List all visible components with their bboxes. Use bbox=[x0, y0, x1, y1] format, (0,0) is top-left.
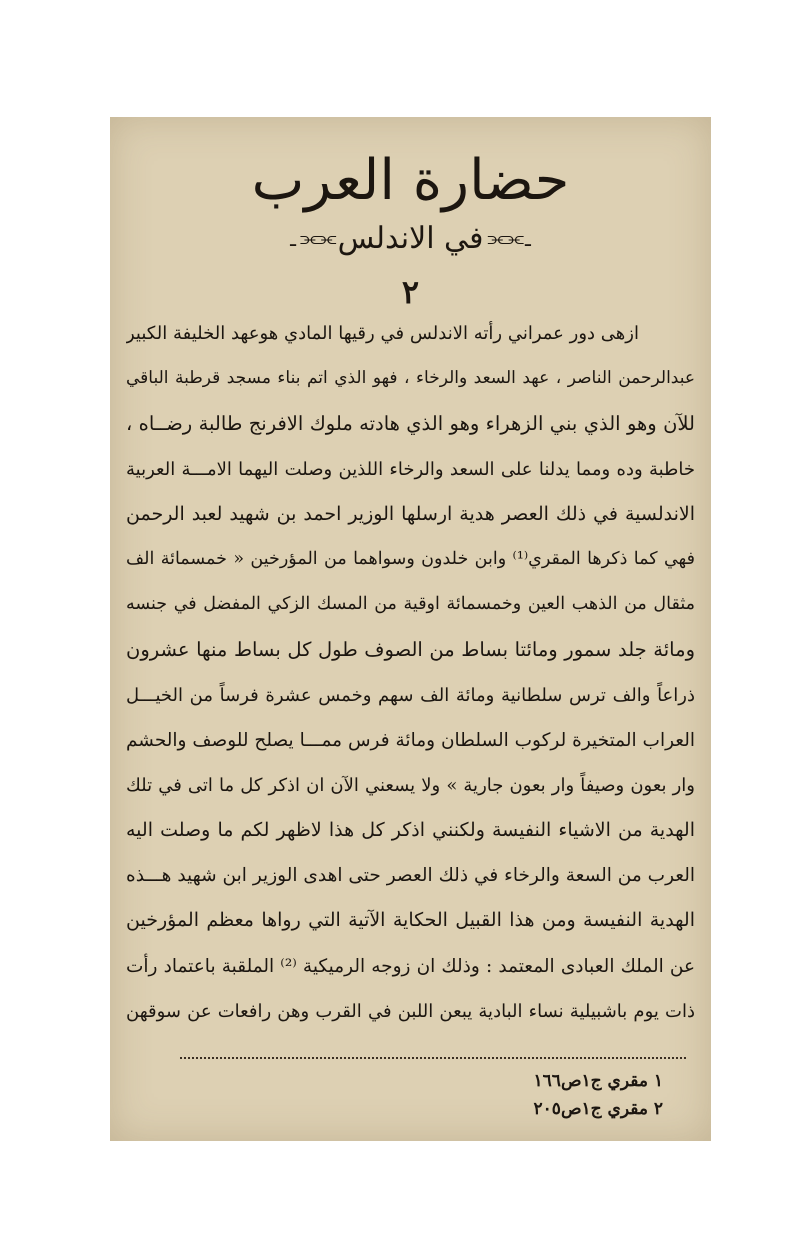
text-line: للآن وهو الذي بني الزهراء وهو الذي هادته ملوك الافرنج طالبة رضــاه ، bbox=[126, 412, 695, 436]
text-line: الهدية النفيسة ومن هذا القبيل الحكاية الآتية التي رواها معظم المؤرخين bbox=[126, 909, 695, 932]
subtitle-dash-left: ـ bbox=[290, 226, 296, 251]
text-line: وار بعون وصيفاً وار بعون جارية » ولا يسعني الآن ان اذكر كل ما اتى في تلك bbox=[126, 774, 695, 796]
text-line: الهدية من الاشياء النفيسة ولكنني اذكر كل هذا لاظهر لكم ما وصلت اليه bbox=[126, 819, 695, 842]
text-line: عن الملك العبادى المعتمد : وذلك ان زوجه الرميكية ⁽²⁾ الملقبة باعتماد رأت bbox=[126, 955, 695, 977]
subtitle-ornament-right: ⫘⫘ bbox=[487, 226, 522, 251]
footnote-divider bbox=[180, 1057, 686, 1059]
body-text bbox=[126, 311, 695, 1034]
text-line: ازهى دور عمراني رأته الاندلس في رقيها المادي هوعهد الخليفة الكبير bbox=[126, 323, 639, 344]
book-page bbox=[110, 117, 711, 1141]
text-line: العرب من السعة والرخاء في ذلك العصر حتى اهدى الوزير ابن شهيد هـــذه bbox=[126, 865, 695, 887]
footnote: ١ مقري ج١ص١٦٦ bbox=[533, 1071, 663, 1091]
text-line: العراب المتخيرة لركوب السلطان ومائة فرس ممـــا يصلح للوصف والحشم bbox=[126, 729, 695, 751]
page-title: حضارة العرب bbox=[251, 148, 570, 213]
text-line: ذات يوم باشبيلية نساء البادية يبعن اللبن في القرب وهن رافعات عن سوقهن bbox=[126, 1000, 695, 1022]
part-number: ٢ bbox=[401, 273, 420, 311]
text-line: فهي كما ذكرها المقري⁽¹⁾ وابن خلدون وسواهما من المؤرخين « خمسمائة الف bbox=[126, 548, 695, 569]
subtitle: في الاندلس bbox=[337, 221, 484, 256]
text-line: ذراعاً والف ترس سلطانية ومائة الف سهم وخمس عشرة فرساً من الخيـــل bbox=[126, 684, 695, 706]
subtitle-row bbox=[110, 221, 711, 256]
footnote: ٢ مقري ج١ص٢٠٥ bbox=[533, 1099, 663, 1119]
subtitle-dash-right: ـ bbox=[525, 226, 531, 251]
text-line: عبدالرحمن الناصر ، عهد السعد والرخاء ، فهو الذي اتم بناء مسجد قرطبة الباقي bbox=[126, 368, 695, 389]
text-line: ومائة جلد سمور ومائتا بساط من الصوف طول كل بساط منها عشرون bbox=[126, 638, 695, 662]
text-line: مثقال من الذهب العين وخمسمائة اوقية من المسك الزكي المفضل في جنسه bbox=[126, 594, 695, 615]
footnotes bbox=[110, 1067, 711, 1123]
text-line: خاطبة وده ومما يدلنا على السعد والرخاء اللذين وصلت اليهما الامـــة العربية bbox=[126, 458, 695, 480]
text-line: الاندلسية في ذلك العصر هدية ارسلها الوزير احمد بن شهيد لعبد الرحمن bbox=[126, 502, 695, 525]
subtitle-ornament-left: ⫘⫘ bbox=[299, 226, 334, 251]
